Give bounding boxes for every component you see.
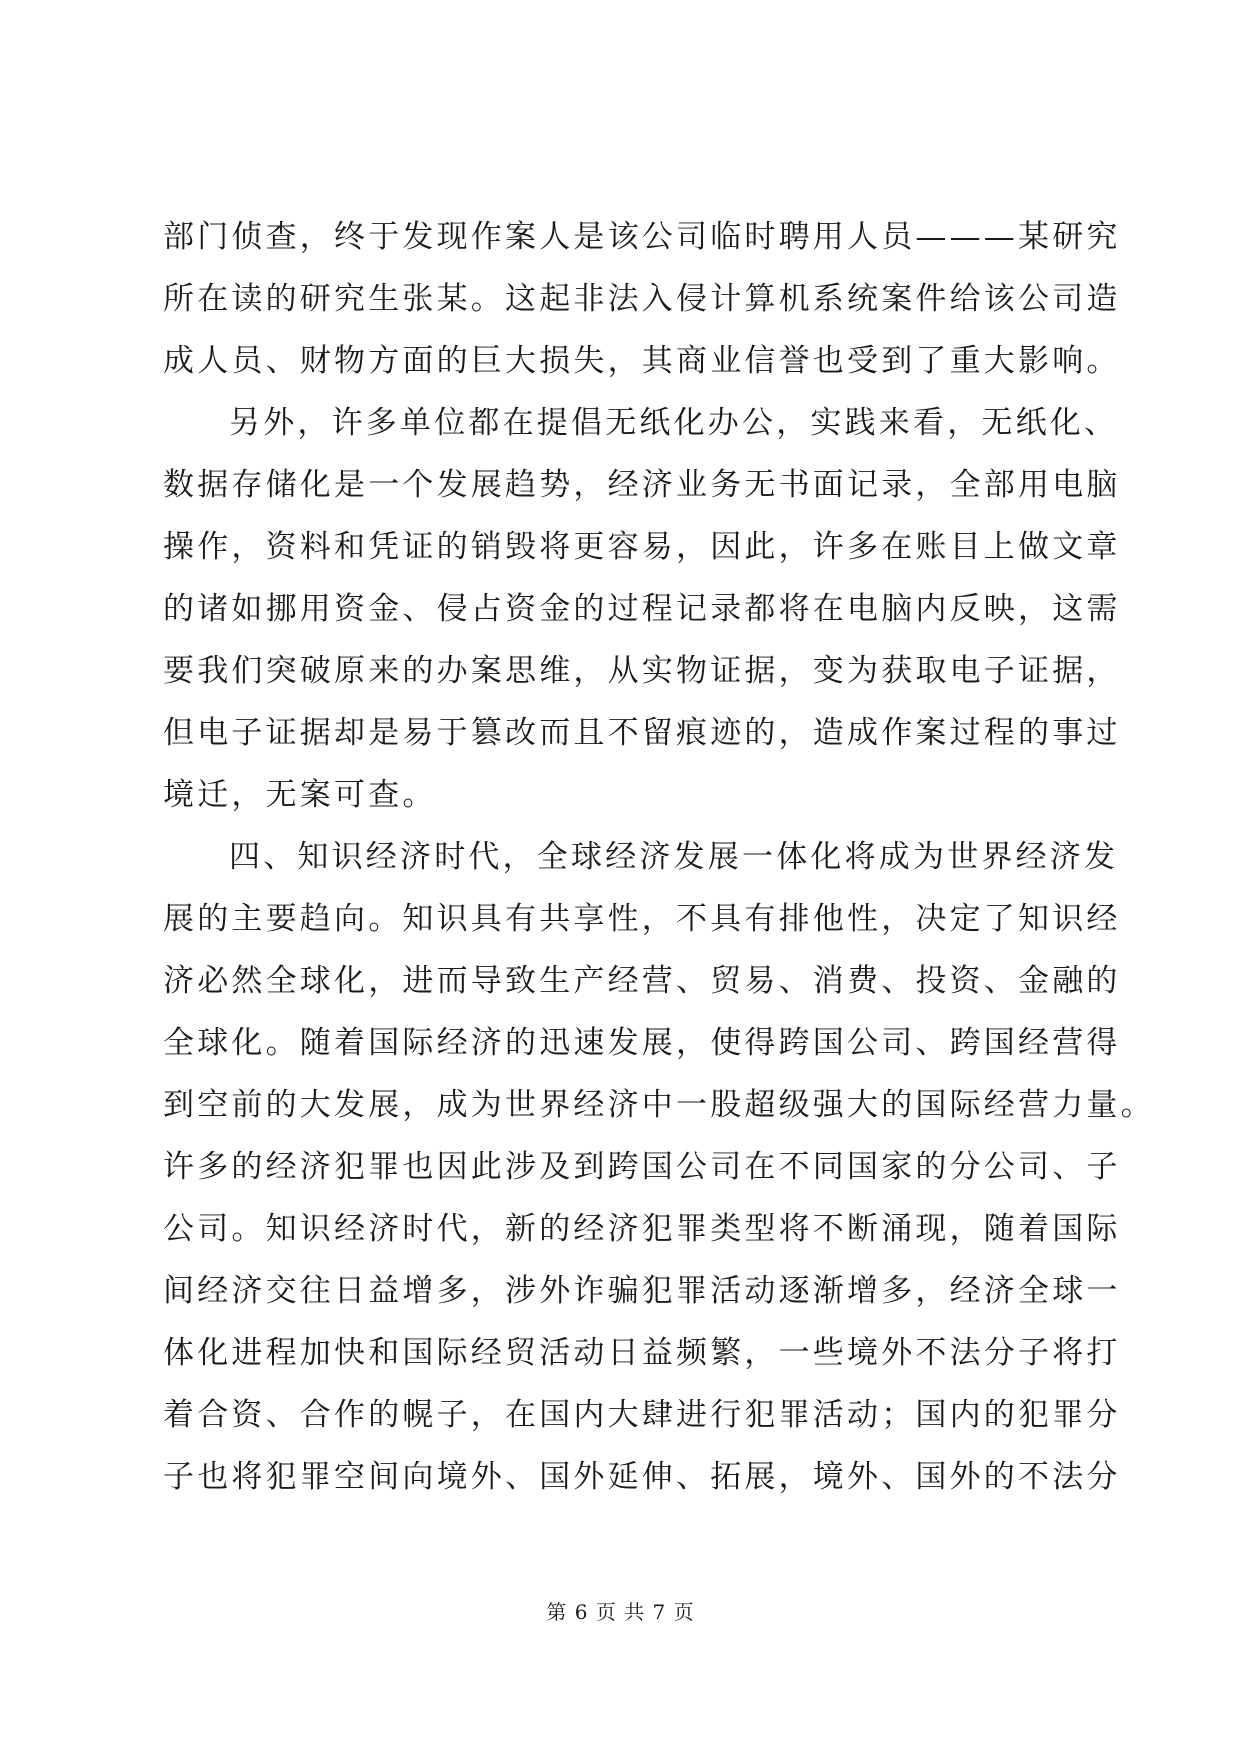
text-line: 公司。知识经济时代，新的经济犯罪类型将不断涌现，随着国际 [163,1211,1121,1247]
text-line: 所在读的研究生张某。这起非法入侵计算机系统案件给该公司造 [163,281,1121,317]
paragraph-first-line: 另外，许多单位都在提倡无纸化办公，实践来看，无纸化、 [229,405,1119,441]
text-line: 许多的经济犯罪也因此涉及到跨国公司在不同国家的分公司、子 [163,1149,1121,1185]
text-line: 操作，资料和凭证的销毁将更容易，因此，许多在账目上做文章 [163,529,1121,565]
text-line: 着合资、合作的幌子，在国内大肆进行犯罪活动；国内的犯罪分 [163,1397,1121,1433]
text-line: 展的主要趋向。知识具有共享性，不具有排他性，决定了知识经 [163,901,1121,937]
text-line: 到空前的大发展，成为世界经济中一股超级强大的国际经营力量。 [163,1087,1155,1123]
text-line: 的诸如挪用资金、侵占资金的过程记录都将在电脑内反映，这需 [163,591,1121,627]
text-line: 间经济交往日益增多，涉外诈骗犯罪活动逐渐增多，经济全球一 [163,1273,1121,1309]
text-line: 体化进程加快和国际经贸活动日益频繁，一些境外不法分子将打 [163,1335,1121,1371]
text-line: 济必然全球化，进而导致生产经营、贸易、消费、投资、金融的 [163,963,1121,999]
text-line: 全球化。随着国际经济的迅速发展，使得跨国公司、跨国经营得 [163,1025,1121,1061]
text-line: 境迁，无案可查。 [163,777,437,813]
text-line: 数据存储化是一个发展趋势，经济业务无书面记录，全部用电脑 [163,467,1121,503]
text-line: 成人员、财物方面的巨大损失，其商业信誉也受到了重大影响。 [163,343,1121,379]
text-line: 部门侦查，终于发现作案人是该公司临时聘用人员———某研究 [163,219,1121,255]
text-line: 子也将犯罪空间向境外、国外延伸、拓展，境外、国外的不法分 [163,1459,1121,1495]
text-line: 要我们突破原来的办案思维，从实物证据，变为获取电子证据， [163,653,1121,689]
page-number-footer: 第 6 页 共 7 页 [546,1600,695,1624]
paragraph-first-line: 四、知识经济时代，全球经济发展一体化将成为世界经济发 [229,839,1119,875]
text-line: 但电子证据却是易于篡改而且不留痕迹的，造成作案过程的事过 [163,715,1121,751]
document-body [163,206,1155,1508]
